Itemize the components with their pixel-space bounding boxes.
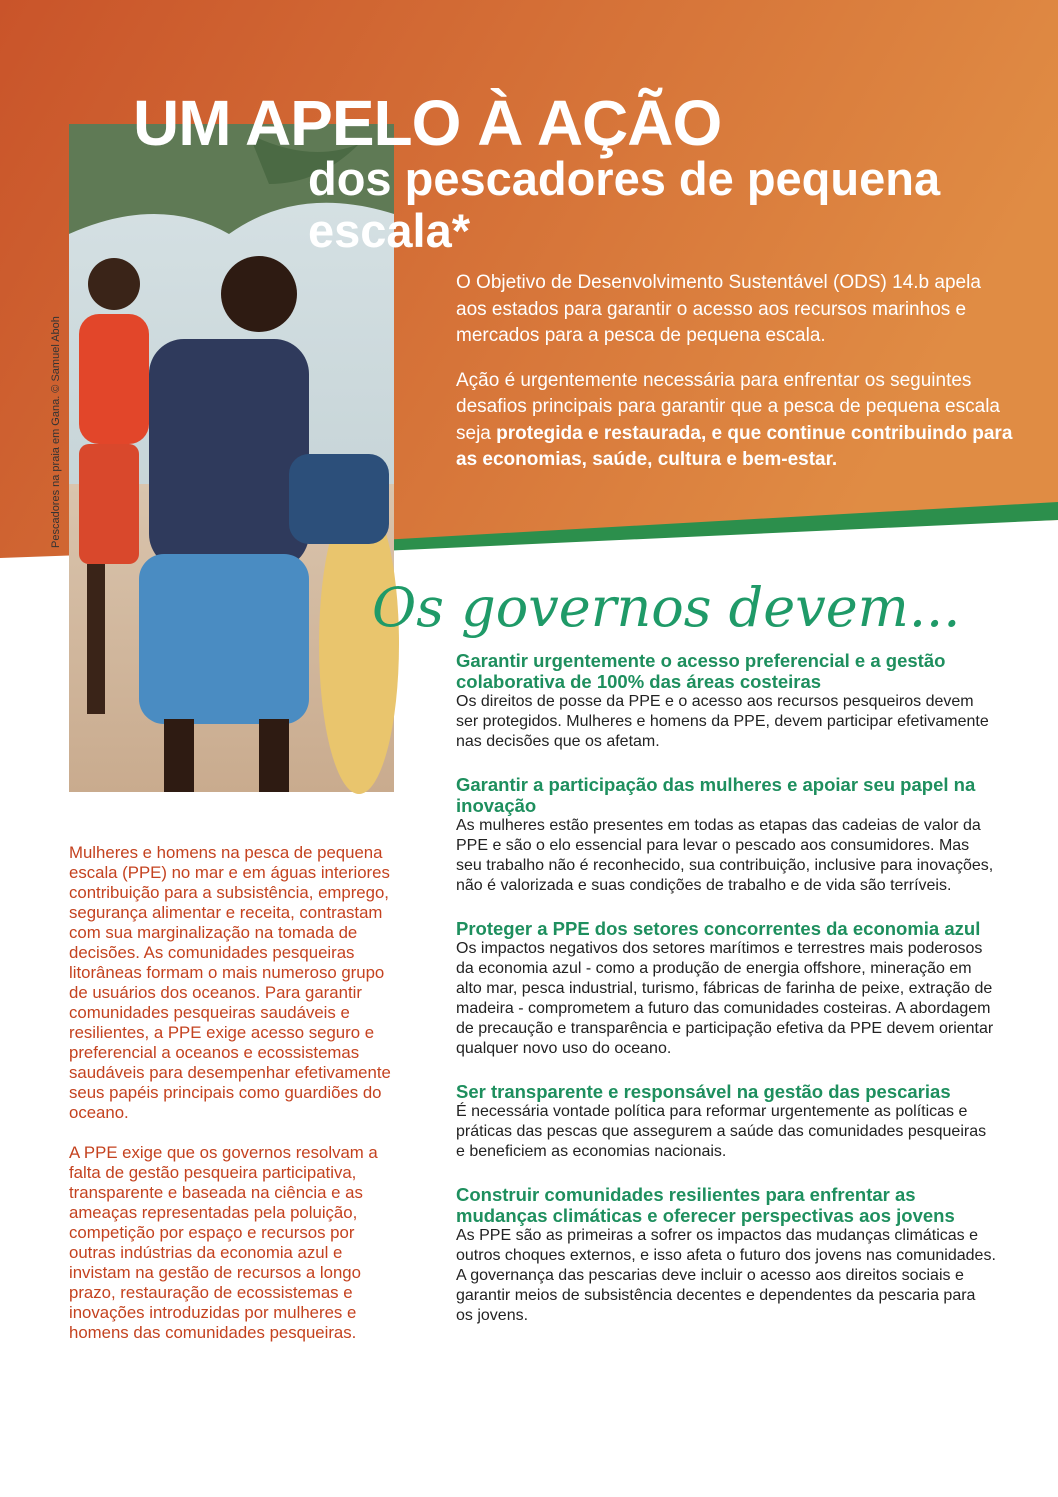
page-subtitle: dos pescadores de pequena escala*	[308, 152, 941, 257]
section-title: Proteger a PPE dos setores concorrentes da economia azul	[456, 918, 981, 939]
section-blue-economy	[456, 918, 996, 1059]
section-body: As mulheres estão presentes em todas as etapas das cadeias de valor da PPE e são o elo essencial para levar o pescado aos consumidores. Mas seu trabalho não é reconhecido, sua contribuição, inclusive para inovações, não é valorizada e suas condições de trabalho e de vida são terríveis.	[456, 817, 994, 894]
intro-paragraph-2-start: Ação é urgentemente necessária para enfrentar os seguintes desafios principais para garantir que a pesca de pequena escala seja	[456, 369, 1000, 444]
intro-paragraph-2-bold: protegida e restaurada, e que continue contribuindo para as economias, saúde, cultura e bem-estar.	[456, 422, 1013, 470]
section-body: Os impactos negativos dos setores marítimos e terrestres mais poderosos da economia azul - como a produção de energia offshore, mineração em alto mar, pesca industrial, turismo, fábricas de farinha de peixe, extração de madeira - comprometem a futuro das comunidades costeiras. A abordagem de precaução e transparência e participação efetiva da PPE devem orientar qualquer novo uso do oceano.	[456, 940, 994, 1057]
left-column-text	[69, 843, 399, 1363]
section-resilient-communities	[456, 1184, 996, 1326]
governments-heading-text: Os governos devem...	[372, 576, 961, 639]
section-body: As PPE são as primeiras a sofrer os impactos das mudanças climáticas e outros choques externos, e isso afeta o futuro dos jovens nas comunidades. A governança das pescarias deve incluir o acesso aos direitos sociais e garantir meios de subsistência decentes e dependentes da pescaria para os jovens.	[456, 1227, 996, 1324]
intro-paragraph-2	[456, 368, 1016, 474]
photo-credit: Pescadores na praia em Gana. © Samuel Aboh	[50, 316, 62, 548]
left-paragraph-2: A PPE exige que os governos resolvam a falta de gestão pesqueira participativa, transparente e baseada na ciência e as ameaças representadas pela poluição, competição por espaço e recursos por outras indústrias da economia azul e invistam na gestão de recursos a longo prazo, restauração de ecossistemas e inovações introduzidas por mulheres e homens das comunidades pesqueiras.	[69, 1143, 378, 1342]
left-paragraph-1: Mulheres e homens na pesca de pequena escala (PPE) no mar e em águas interiores contribuição para a subsistência, emprego, segurança alimentar e receita, contrastam com sua marginalização na tomada de decisões. As comunidades pesqueiras litorâneas formam o mais numeroso grupo de usuários dos oceanos. Para garantir comunidades pesqueiras saudáveis e resilientes, a PPE exige acesso seguro e preferencial a oceanos e ecossistemas saudáveis para desempenhar efetivamente seus papéis principais como guardiões do oceano.	[69, 843, 391, 1122]
section-body: É necessária vontade política para reformar urgentemente as políticas e práticas das pescas que assegurem a saúde das comunidades pesqueiras e beneficiem as economias nacionais.	[456, 1103, 987, 1160]
intro-block	[456, 270, 1016, 492]
section-title: Garantir urgentemente o acesso preferencial e a gestão colaborativa de 100% das áreas costeiras	[456, 650, 946, 692]
intro-paragraph-1: O Objetivo de Desenvolvimento Sustentável (ODS) 14.b apela aos estados para garantir o acesso aos recursos marinhos e mercados para a pesca de pequena escala.	[456, 272, 981, 346]
governments-heading	[368, 560, 961, 650]
governments-sections	[456, 650, 996, 1348]
section-body: Os direitos de posse da PPE e o acesso aos recursos pesqueiros devem ser protegidos. Mulheres e homens da PPE, devem participar efetivamente nas decisões que os afetam.	[456, 693, 989, 750]
section-women-participation	[456, 774, 996, 896]
page-title: UM APELO À AÇÃO	[133, 87, 722, 159]
section-transparency	[456, 1081, 996, 1162]
section-title: Construir comunidades resilientes para enfrentar as mudanças climáticas e oferecer perspectivas aos jovens	[456, 1184, 955, 1226]
section-title: Ser transparente e responsável na gestão das pescarias	[456, 1081, 951, 1102]
section-title: Garantir a participação das mulheres e apoiar seu papel na inovação	[456, 774, 976, 816]
section-coastal-access	[456, 650, 996, 752]
